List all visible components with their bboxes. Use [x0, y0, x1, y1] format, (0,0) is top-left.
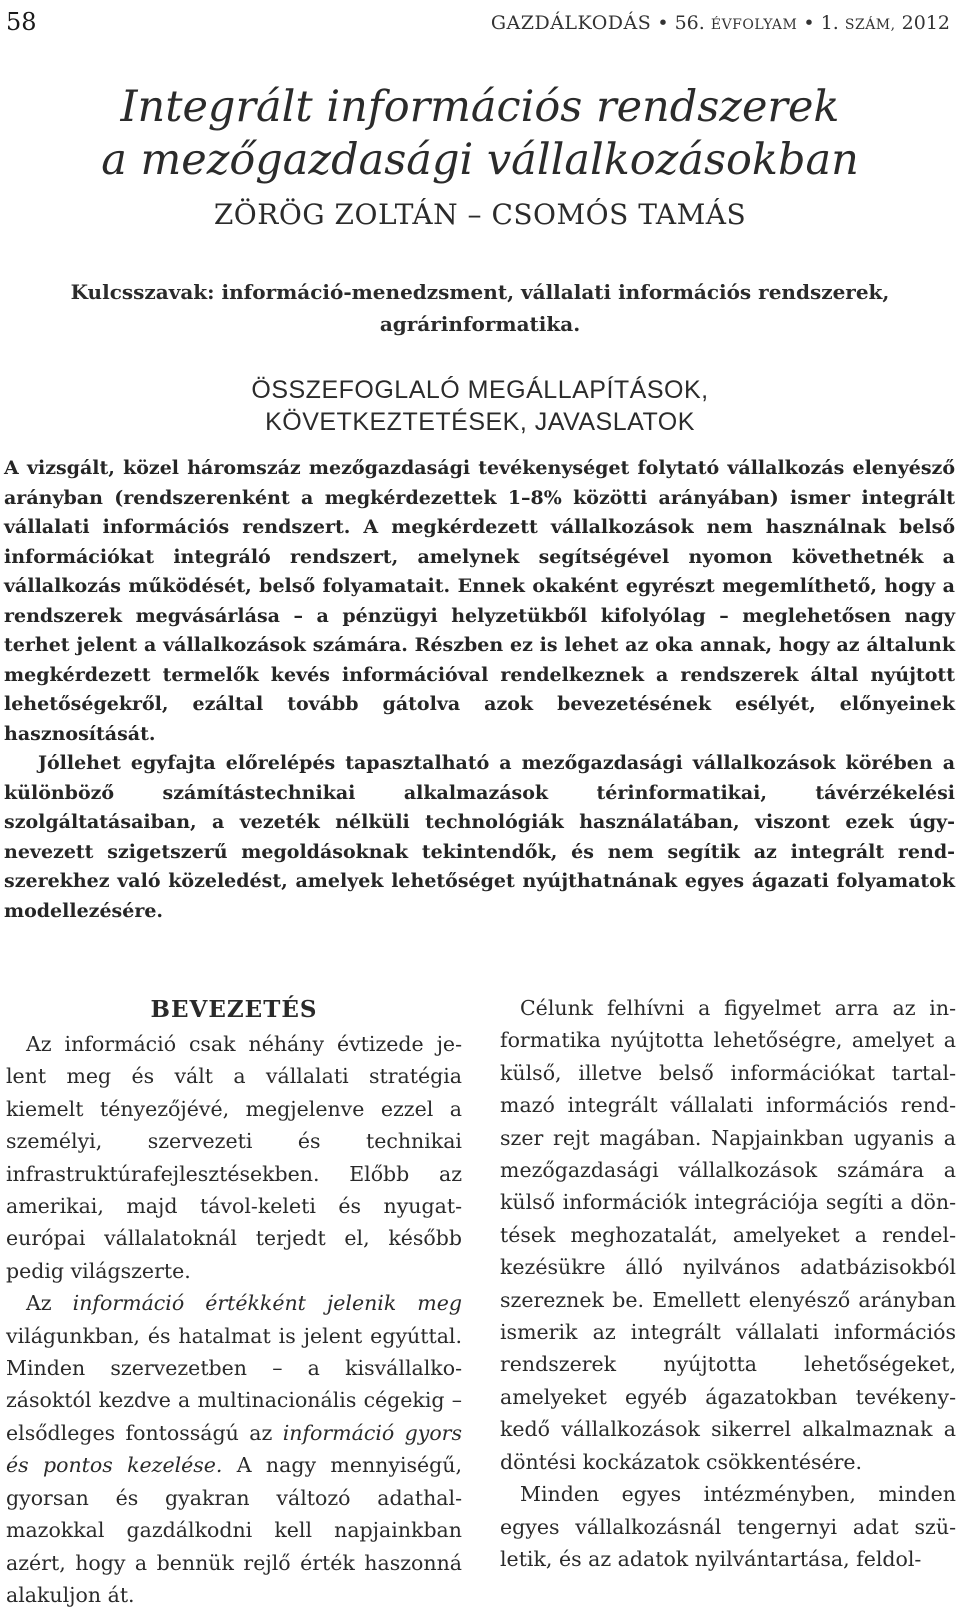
right-paragraph-1: Célunk felhívni a figyelmet arra az informatika nyújtotta lehetőségre, amelyet a külső, illetve belső információkat tartalmazó integrált vállalati információs rendszer rejt magában. Napjainkban ugyanis a mezőgazdasági vállalkozások számára a külső információk integrációja segíti a döntések meghozatalát, amelyeket a rendelkezésükre álló nyilvános adatbázisokból szereznek be. Emellett elenyésző arányban ismerik az integrált vállalati információs rendszerek nyújtotta lehetőségeket, amelyeket egyéb ágazatokban tevékenykedő vállalkozások sikerrel alkalmaznak a döntési kockázatok csökkentésére.: [500, 996, 956, 1474]
summary-paragraph-2: Jóllehet egyfajta előrelépés tapasztalható a mezőgazdasági vállalkozások körében a különböző számítástechnikai alkalmazások térinformatikai, távérzékelési szolgáltatásaiban, a vezeték nélküli technológiák használatában, viszont ezek úgynevezett szigetszerű megoldásoknak tekintendők, és nem segítik az integrált rendszerekhez való közeledést, amelyek lehetőséget nyújthatnának egyes ágazati folyamatok modellezésére.: [4, 752, 955, 922]
text-run: Az: [26, 1291, 73, 1316]
left-paragraph-1: Az információ csak néhány évtizede jelent meg és vált a vállalati stratégia kiemelt tényezőjévé, megjelenve ezzel a személyi, szervezeti és technikai infrastruktúrafejlesztésekben. Előbb az amerikai, majd távol-keleti és nyugat-európai vállalatoknál terjedt el, később pedig világszerte.: [6, 1032, 462, 1283]
issue-label: SZÁM,: [844, 17, 896, 33]
text-run: A nagy mennyiségű, gyorsan és gyakran változó adathalmazokkal gazdálkodni kell napjainkban azért, hogy a bennük rejlő érték haszonná alakuljon át.: [6, 1453, 463, 1607]
issue-number: 1.: [820, 12, 839, 34]
summary-heading: [0, 374, 960, 438]
right-paragraph-2: Minden egyes intézményben, minden egyes vállalkozásnál tengernyi adat születik, és az adatok nyilvántartása, feldol-: [500, 1482, 956, 1571]
summary-paragraph-1: A vizsgált, közel háromszáz mezőgazdasági tevékenységet folytató vállalkozás elenyésző arányban (rendszerenként a megkérdezettek 1–8% közötti arányában) ismer integrált vállalati információs rendszert. A megkérdezett vállalkozások nem használnak belső információkat integráló rendszert, amelynek segítségével nyomon követhetnék a vállalkozás működését, belső folyamatait. Ennek okaként egyrészt megemlíthető, hogy a rendszerek megvásárlása – a pénzügyi helyzetükből kifolyólag – meglehetősen nagy terhet jelent a vállalkozások számára. Részben ez is lehet az oka annak, hogy az általunk megkérdezett termelők kevés információval rendelkeznek a rendszerek által nyújtott lehetőségekről, ezáltal tovább gátolva azok bevezetésének esélyét, előnyeinek hasznosítását.: [4, 457, 955, 745]
article-authors: ZÖRÖG ZOLTÁN – CSOMÓS TAMÁS: [213, 198, 747, 231]
left-paragraph-2: [6, 1287, 462, 1611]
text-run: világunkban, és hatalmat is jelent egyúttal. Minden szervezetben – a kisvállalkozásoktól kezdve a multinacionális cégekig – elsődleges fontosságú az: [6, 1323, 462, 1445]
year: 2012: [901, 12, 950, 34]
running-header: [6, 6, 950, 40]
section-heading-bevezetes: BEVEZETÉS: [150, 996, 318, 1023]
bullet-separator: •: [803, 12, 815, 34]
summary-heading-line-2: KÖVETKEZTETÉSEK, JAVASLATOK: [265, 408, 695, 436]
keywords: [0, 276, 960, 340]
article-title-line-2: a mezőgazdasági vállalkozásokban: [101, 135, 859, 185]
emphasis-text: információ értékként jelenik meg: [72, 1291, 462, 1316]
article-title-line-1: Integrált információs rendszerek: [120, 82, 840, 132]
keywords-line-2: agrárinformatika.: [379, 312, 581, 336]
keywords-line-1: Kulcsszavak: információ-menedzsment, vállalati információs rendszerek,: [70, 280, 890, 304]
left-column: [6, 992, 462, 1611]
emphasis-text: információ gyors és pontos kezelése.: [6, 1420, 462, 1478]
volume-number: 56.: [674, 12, 705, 34]
volume-label: ÉVFOLYAM: [710, 17, 798, 33]
summary-text: [4, 454, 955, 926]
right-column: [500, 992, 956, 1575]
journal-name: GAZDÁLKODÁS: [490, 12, 652, 34]
page-number: 58: [6, 8, 37, 36]
journal-citation: [491, 12, 950, 34]
summary-heading-line-1: ÖSSZEFOGLALÓ MEGÁLLAPÍTÁSOK,: [251, 376, 709, 404]
bullet-separator: •: [657, 12, 669, 34]
